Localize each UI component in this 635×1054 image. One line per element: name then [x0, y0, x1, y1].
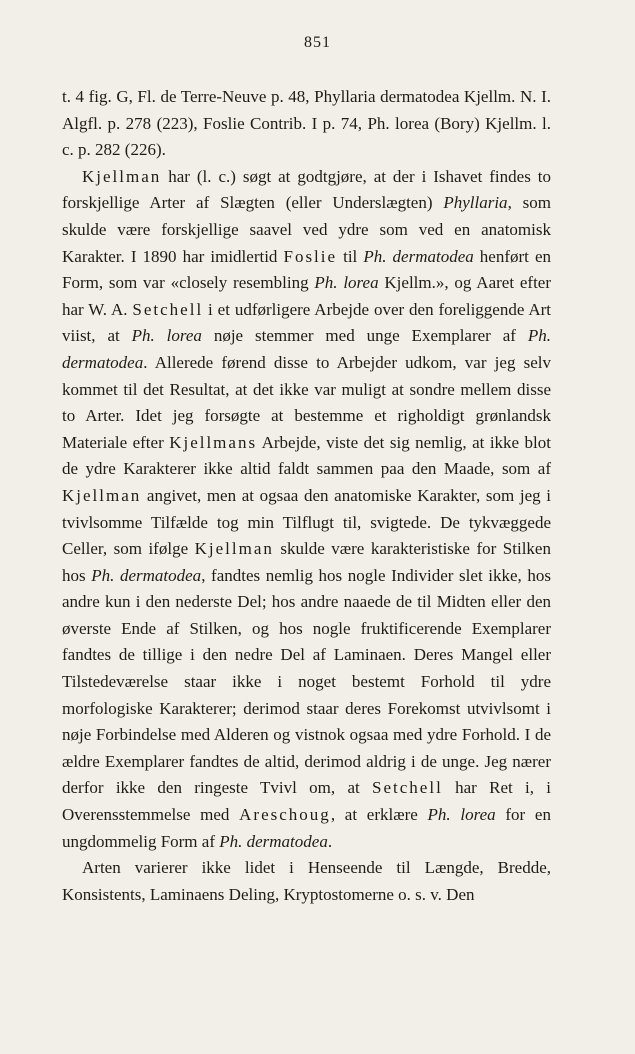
- paragraph-discussion: Kjellman har (l. c.) søgt at godtgjøre, at der i Ishavet findes to forskjellige Arter af Slægten (eller Underslægten) Phyllaria, som skulde være forskjellige saavel ved ydre som ved en anatomisk Karakter. I 1890 har imidlertid Foslie til Ph. dermatodea henført en Form, som var «closely resembling Ph. lorea Kjellm.», og Aaret efter har W. A. Setchell i et udførligere Arbejde over den foreliggende Art viist, at Ph. lorea nøje stemmer med unge Exemplarer af Ph. dermatodea. Allerede førend disse to Arbejder udkom, var jeg selv kommet til det Resultat, at det ikke var muligt at sondre mellem disse to Arter. Idet jeg forsøgte at bestemme et righoldigt grønlandsk Materiale efter Kjellmans Arbejde, viste det sig nemlig, at ikke blot de ydre Karakterer ikke altid faldt sammen paa den Maade, som af Kjellman angivet, men at ogsaa den anatomiske Karakter, som jeg i tvivlsomme Tilfælde tog min Tilflugt til, svigtede. De tykvæggede Celler, som ifølge Kjellman skulde være karakteristiske for Stilken hos Ph. dermatodea, fandtes nemlig hos nogle Individer slet ikke, hos andre kun i den nederste Del; hos andre naaede de til Midten eller den øverste Ende af Stilken, og hos nogle fruktificerende Exemplarer fandtes de tillige i den nedre Del af Laminaen. Deres Mangel eller Tilstedeværelse staar ikke i noget bestemt Forhold til ydre morfologiske Karakterer; derimod staar deres Forekomst utvivlsomt i nøje Forbindelse med Alderen og vistnok ogsaa med ydre Forhold. I de ældre Exemplarer fandtes de altid, derimod aldrig i de unge. Jeg nærer derfor ikke den ringeste Tvivl om, at Setchell har Ret i, i Overensstemmelse med Areschoug, at erklære Ph. lorea for en ungdommelig Form af Ph. dermatodea.: [62, 166, 552, 851]
- taxon-name: Ph. lorea: [131, 326, 202, 346]
- taxon-name: Ph. dermatodea: [219, 831, 328, 851]
- taxon-name: Ph. dermatodea: [363, 246, 474, 266]
- body-text: [62, 84, 551, 908]
- taxon-name: Ph. lorea: [427, 805, 496, 825]
- author-name: Kjellman: [62, 485, 142, 505]
- author-name: Setchell: [372, 778, 443, 798]
- taxon-name: Ph. dermatodea: [91, 565, 202, 585]
- taxon-name: Ph. dermatodea: [62, 326, 551, 372]
- paragraph-variation: Arten varierer ikke lidet i Henseende til Længde, Bredde, Konsistents, Laminaens Deling, Kryptostomerne o. s. v. Den: [62, 858, 551, 904]
- author-name: Areschoug: [239, 805, 331, 825]
- taxon-name: Phyllaria: [443, 193, 508, 213]
- author-name: Kjellman: [82, 166, 162, 186]
- author-name: Kjellmans: [169, 432, 258, 452]
- paragraph-citation: t. 4 fig. G, Fl. de Terre-Neuve p. 48, Phyllaria dermatodea Kjellm. N. I. Algfl. p. 278 (223), Foslie Contrib. I p. 74, Ph. lorea (Bory) Kjellm. l. c. p. 282 (226).: [62, 87, 551, 160]
- author-name: Setchell: [132, 299, 204, 319]
- page-number: 851: [304, 34, 331, 51]
- author-name: Kjellman: [194, 539, 274, 559]
- author-name: Foslie: [283, 246, 338, 266]
- taxon-name: Ph. lorea: [314, 273, 379, 293]
